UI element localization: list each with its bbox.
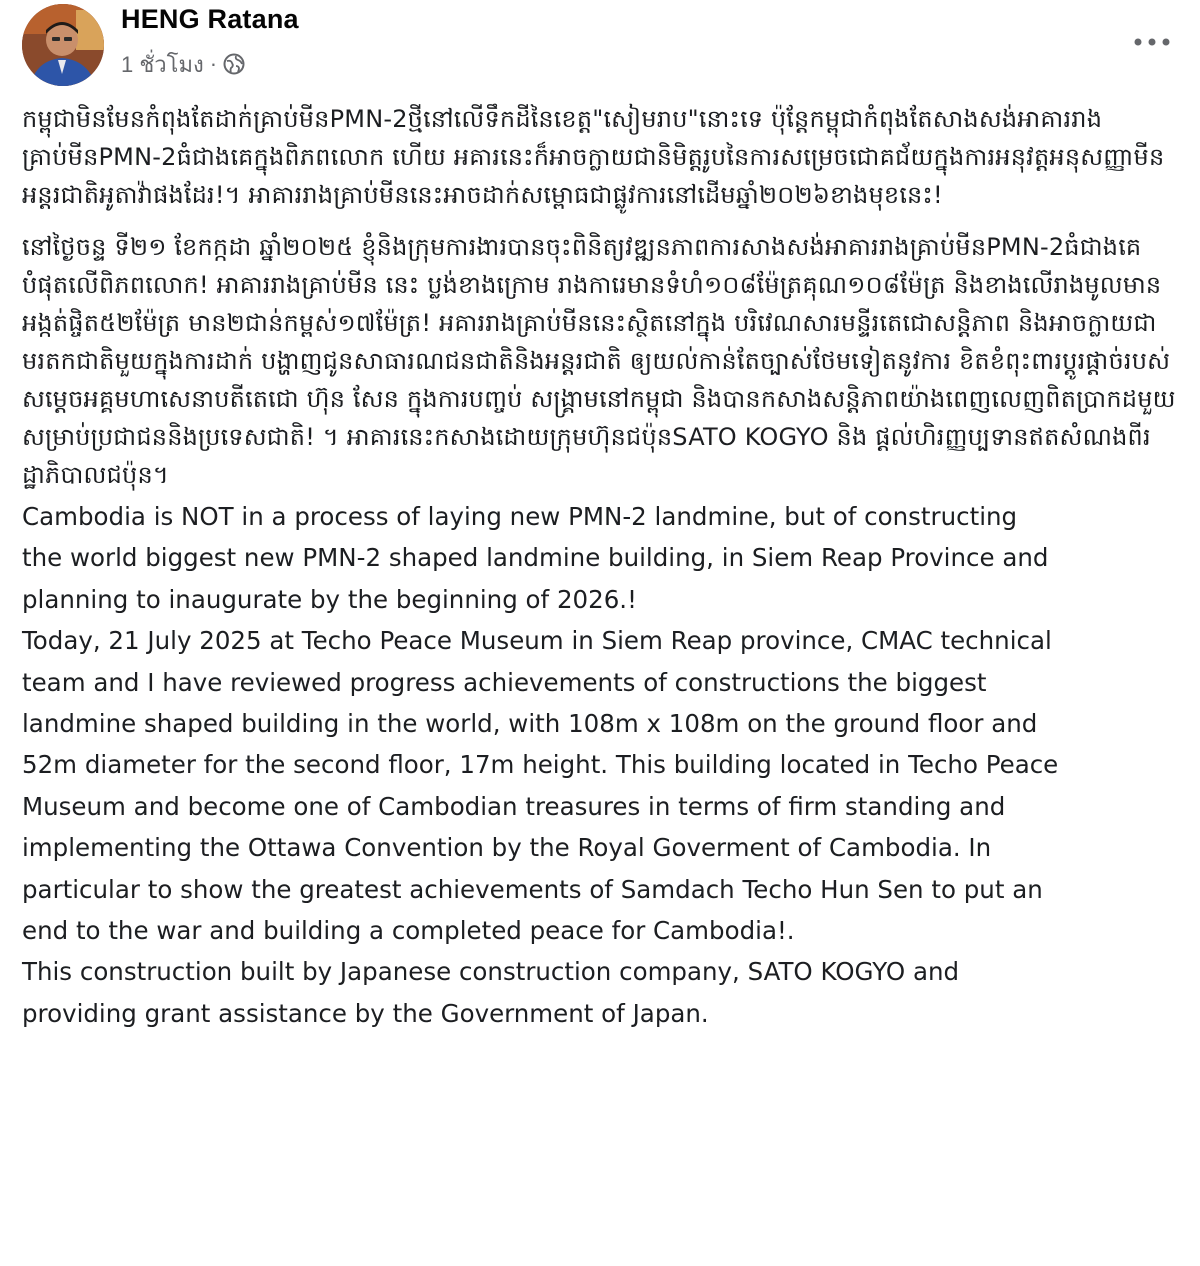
english-line: Museum and become one of Cambodian treasures in terms of firm standing and bbox=[22, 791, 1006, 821]
meta-separator: · bbox=[209, 51, 218, 76]
english-line: the world biggest new PMN-2 shaped landmine building, in Siem Reap Province and bbox=[22, 543, 1049, 573]
english-line: team and I have reviewed progress achievements of constructions the biggest bbox=[22, 667, 987, 697]
avatar[interactable] bbox=[22, 4, 104, 86]
english-line: implementing the Ottawa Convention by the Royal Goverment of Cambodia. In bbox=[22, 833, 992, 863]
english-line: 52m diameter for the second floor, 17m height. This building located in Techo Peace bbox=[22, 750, 1059, 780]
more-dots-icon bbox=[1133, 37, 1171, 47]
more-options-button[interactable] bbox=[1130, 22, 1174, 62]
avatar-photo bbox=[22, 4, 104, 86]
english-line: Today, 21 July 2025 at Techo Peace Museum in Siem Reap province, CMAC technical bbox=[22, 626, 1052, 656]
globe-icon[interactable] bbox=[223, 53, 245, 75]
english-line: end to the war and building a completed peace for Cambodia!. bbox=[22, 916, 795, 946]
author-name[interactable]: HENG Ratana bbox=[121, 4, 299, 34]
english-line: Cambodia is NOT in a process of laying new PMN-2 landmine, but of constructing bbox=[22, 502, 1018, 531]
english-line: planning to inaugurate by the beginning of 2026.! bbox=[22, 584, 637, 614]
english-text bbox=[22, 496, 1182, 1034]
khmer-paragraph-2: នៅថ្ងៃចន្ទ ទី២១ ខែកក្កដា ឆ្នាំ២០២៥ ខ្ញុំនិងក្រុមការងារបានចុះពិនិត្យវឌ្ឍនភាពការសាងសង់អាគាររាងគ្រាប់មីនPMN-2ធំជាងគេបំផុតលើពិភពលោក! អាគាររាងគ្រាប់មីន នេះ ប្លង់ខាងក្រោម រាងការេមានទំហំ១០៨ម៉ែត្រគុណ១០៨ម៉ែត្រ និងខាងលើរាងមូលមាន អង្កត់ផ្ចិត៥២ម៉ែត្រ មាន២ជាន់កម្ពស់១៧ម៉ែត្រ! អគាររាងគ្រាប់មីននេះស្ថិតនៅក្នុង បរិវេណសារមន្ទីរតេជោសន្តិភាព និងអាចក្លាយជាមរតកជាតិមួយក្នុងការដាក់ បង្ហាញជូនសាធារណជនជាតិនិងអន្តរជាតិ ឲ្យយល់កាន់តែច្បាស់ថែមទៀតនូវការ ខិតខំពុះពារប្តូរផ្តាច់របស់ សម្តេចអគ្គមហាសេនាបតីតេជោ ហ៊ុន សែន ក្នុងការបញ្ចប់ សង្គ្រាមនៅកម្ពុជា និងបានកសាងសន្តិភាពយ៉ាងពេញលេញពិតប្រាកដមួយសម្រាប់ប្រជាជននិងប្រទេសជាតិ! ។ អាគារនេះកសាងដោយក្រុមហ៊ុនជប៉ុនSATO KOGYO និង ផ្តល់ហិរញ្ញប្បទានឥតសំណងពីរដ្ឋាភិបាលជប៉ុន។ bbox=[22, 233, 1176, 489]
post-timestamp[interactable]: 1 ชั่วโมง bbox=[121, 51, 204, 77]
post-meta bbox=[121, 48, 245, 80]
english-line: This construction built by Japanese construction company, SATO KOGYO and bbox=[22, 957, 960, 987]
post-body bbox=[22, 100, 1182, 1034]
english-line: providing grant assistance by the Government of Japan. bbox=[22, 998, 709, 1028]
khmer-paragraph-1: កម្ពុជាមិនមែនកំពុងតែដាក់គ្រាប់មីនPMN-2ថ្មីនៅលើទឹកដីនៃខេត្ត"សៀមរាប"នោះទេ ប៉ុន្តែកម្ពុជាកំពុងតែសាងសង់អាគាររាងគ្រាប់មីនPMN-2ធំជាងគេក្នុងពិភពលោក ហើយ អគារនេះក៏អាចក្លាយជានិមិត្តរូបនៃការសម្រេចជោគជ័យក្នុងការអនុវត្តអនុសញ្ញាមីនអន្តរជាតិអូតាវ៉ាផងដែរ!។ អាគាររាងគ្រាប់មីននេះអាចដាក់សម្ពោធជាផ្លូវការនៅដើមឆ្នាំ២០២៦ខាងមុខនេះ! bbox=[22, 105, 1165, 209]
english-line: particular to show the greatest achievements of Samdach Techo Hun Sen to put an bbox=[22, 874, 1043, 904]
khmer-text bbox=[22, 100, 1182, 494]
english-line: landmine shaped building in the world, with 108m x 108m on the ground floor and bbox=[22, 709, 1038, 739]
